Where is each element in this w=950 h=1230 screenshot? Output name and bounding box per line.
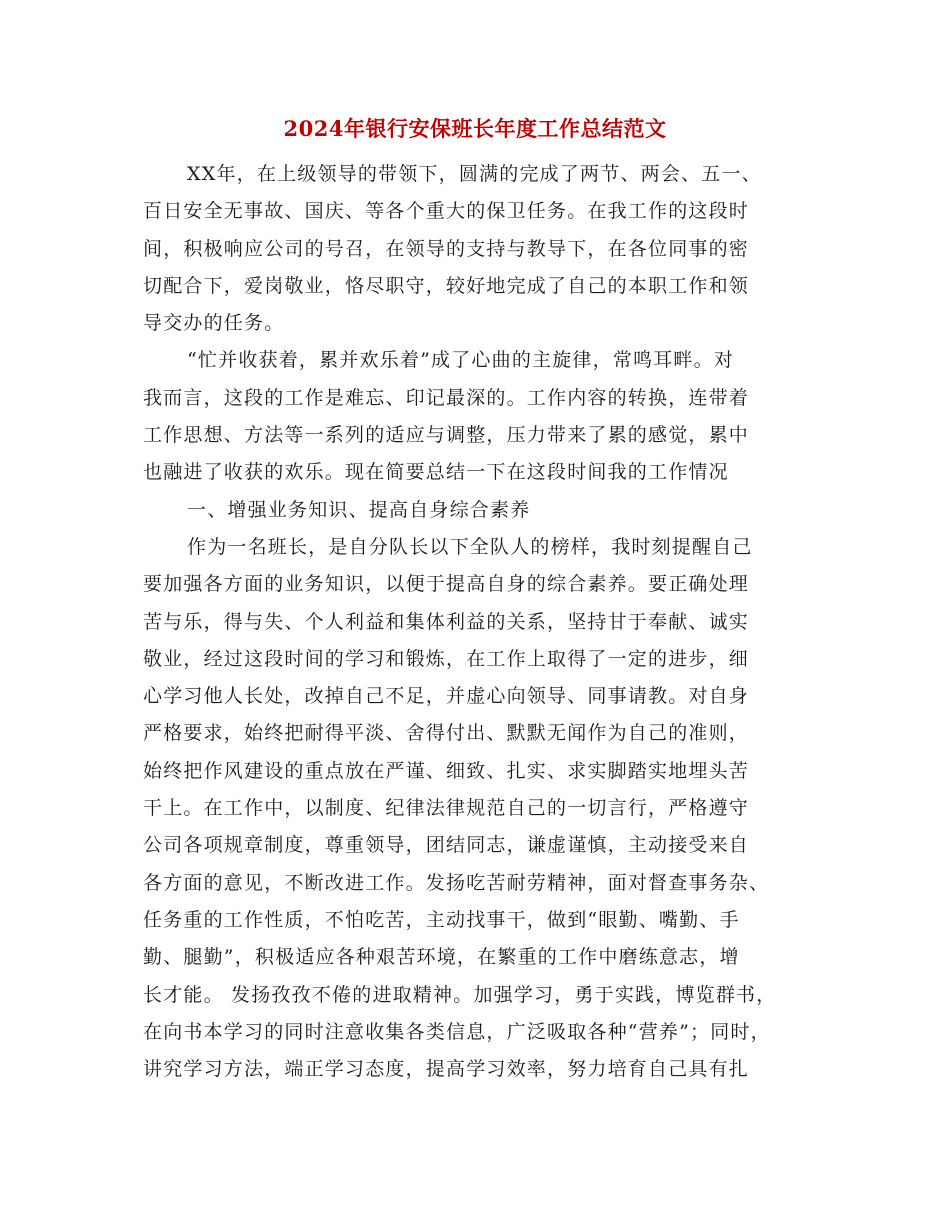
text-line: 干上。在工作中，以制度、纪律法律规范自己的一切言行，严格遵守 [143,797,750,820]
text-line: 我而言，这段的工作是难忘、印记最深的。工作内容的转换，连带着 [143,386,750,409]
text-line: “忙并收获着，累并欢乐着”成了心曲的主旋律，常鸣耳畔。对 [187,349,735,372]
text-line: 导交办的任务。 [143,312,285,335]
text-line: 间，积极响应公司的号召，在领导的支持与教导下，在各位同事的密 [143,237,750,260]
text-line: 切配合下，爱岗敬业，恪尽职守，较好地完成了自己的本职工作和领 [143,274,750,297]
text-line: 各方面的意见，不断改进工作。发扬吃苦耐劳精神，面对督查事务杂、 [143,871,770,894]
text-line: 苦与乐，得与失、个人利益和集体利益的关系，坚持甘于奉献、诚实 [143,610,750,633]
text-line: 也融进了收获的欢乐。现在简要总结一下在这段时间我的工作情况 [143,461,729,484]
text-line: 百日安全无事故、国庆、等各个重大的保卫任务。在我工作的这段时 [143,200,750,223]
text-line: 勤、腿勤”，积极适应各种艰苦环境，在繁重的工作中磨练意志，增 [143,946,740,969]
text-line: 一、增强业务知识、提高自身综合素养 [187,498,531,521]
text-line: 心学习他人长处，改掉自己不足，并虚心向领导、同事请教。对自身 [143,685,750,708]
text-line: 讲究学习方法，端正学习态度，提高学习效率，努力培育自己具有扎 [143,1058,750,1081]
text-line: 敬业，经过这段时间的学习和锻炼，在工作上取得了一定的进步，细 [143,647,750,670]
text-line: 工作思想、方法等一系列的适应与调整，压力带来了累的感觉，累中 [143,424,750,447]
text-line: 严格要求，始终把耐得平淡、舍得付出、默默无闻作为自己的准则， [143,722,750,745]
text-line: 任务重的工作性质，不怕吃苦，主动找事干，做到“眼勤、嘴勤、手 [143,908,740,931]
text-line: XX年，在上级领导的带领下，圆满的完成了两节、两会、五一、 [187,163,762,185]
text-line: 公司各项规章制度，尊重领导，团结同志，谦虚谨慎，主动接受来自 [143,834,750,857]
text-line: 始终把作风建设的重点放在严谨、细致、扎实、求实脚踏实地埋头苦 [143,759,750,782]
document-body [143,156,823,1088]
text-line: 作为一名班长，是自分队长以下全队人的榜样，我时刻提醒自己 [187,535,753,558]
text-line: 要加强各方面的业务知识，以便于提高自身的综合素养。要正确处理 [143,573,750,596]
text-line: 长才能。 发扬孜孜不倦的进取精神。加强学习，勇于实践，博览群书， [143,983,777,1006]
text-line: 在向书本学习的同时注意收集各类信息，广泛吸取各种“营养”；同时， [143,1020,771,1043]
document-title: 2024年银行安保班长年度工作总结范文 [283,116,667,141]
